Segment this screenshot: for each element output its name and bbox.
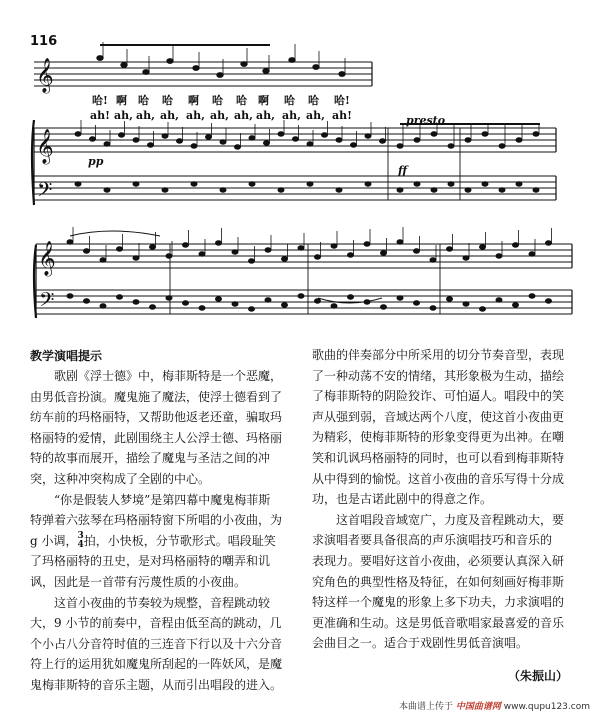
lyric-syllable-latin: ah! [332,109,352,122]
note-head [397,188,403,192]
text-line: 了梅菲斯特的阴险狡诈、可怕逼人。唱段中的笑 [312,389,565,404]
note-head [278,132,284,136]
paragraph-accompaniment [312,345,570,510]
note-head [380,139,386,143]
note-head [289,58,295,63]
text-line: 功，也是古诺此剧中的得意之作。 [312,492,493,507]
note-head [336,138,342,142]
lyric-syllable: 啊 [116,94,127,107]
note-head [414,249,420,253]
note-head [150,305,156,309]
note-head [482,132,488,136]
author-signature: （朱振山） [507,669,568,683]
text-line: 了一种动荡不安的情绪，其形象极为生动，描绘 [312,368,565,383]
note-head [298,294,304,298]
text-line: 讽，因此是一首带有污蔑性质的小夜曲。 [30,574,247,589]
note-head [282,257,288,261]
time-signature: 3 4 [77,531,84,551]
note-head [263,69,269,74]
note-head [166,254,172,258]
note-head [315,255,321,259]
vocal-syllables-chinese [92,93,350,107]
note-head [217,73,223,78]
note-head [282,303,288,307]
note-head [278,188,284,192]
lyric-syllable: 啊 [258,94,269,107]
svg-text:𝄞: 𝄞 [36,58,54,93]
note-head [84,249,90,253]
note-head [414,138,420,142]
staff-lines [34,62,572,314]
note-head [235,145,241,149]
note-head [249,182,255,186]
note-head [97,56,103,61]
note-head [104,188,110,192]
note-head [533,132,539,136]
note-head [84,299,90,303]
text-line: 笑和讥讽玛格丽特的同时，也可以看到梅菲斯特 [312,450,565,465]
text-line: 特的故事而展开，描绘了魔鬼与圣洁之间的冲 [30,451,271,466]
note-head [100,258,106,262]
lyric-syllable-latin: ah, [136,109,155,122]
note-head [75,182,81,186]
note-head [307,182,313,186]
note-head [232,250,238,254]
note-head [351,143,357,147]
note-head [463,302,469,306]
note-head [480,307,486,311]
note-head [249,136,255,140]
note-head [381,251,387,255]
dynamic-pp: pp [88,155,104,168]
text-line: 表现力。要唱好这首小夜曲，必须要认真深入研 [312,553,565,568]
note-head [199,252,205,256]
text-line: 歌剧《浮士德》中，梅菲斯特是一个恶魔， [54,369,283,383]
note-head [67,240,73,244]
note-head [513,243,519,247]
tempo-marking: presto [406,114,446,127]
note-head [414,301,420,305]
svg-text:𝄢: 𝄢 [39,288,55,316]
article-right-column [312,345,570,654]
treble-clefs [36,58,56,277]
text-line: 声从强到弱，音域达两个八度，使这首小夜曲更 [312,409,565,424]
lyric-syllable-latin: ah! [90,109,110,122]
note-head [121,63,127,68]
paragraph-rhythm [30,593,298,696]
text-line: 这首小夜曲的节奏较为规整，音程跳动较 [54,595,271,610]
note-head [293,137,299,141]
note-head [241,62,247,67]
note-head [365,134,371,138]
note-head [431,188,437,192]
note-head [397,240,403,244]
note-head [191,182,197,186]
note-head [199,306,205,310]
note-head [220,188,226,192]
note-head [148,143,154,147]
note-head [465,188,471,192]
note-head [191,144,197,148]
note-head [480,245,486,249]
note-head [67,294,73,298]
note-head [529,252,535,256]
text-line: 为精彩，使梅菲斯特的形象变得更为出神。在嘲 [312,430,565,445]
note-head [265,298,271,302]
note-head [133,138,139,142]
note-head [339,72,345,77]
note-head [249,307,255,311]
svg-text:𝄞: 𝄞 [36,129,54,164]
note-head [183,243,189,247]
note-head [448,144,454,148]
text-line: 特这样一个魔鬼的形象上多下功夫，力求演唱的 [312,595,565,610]
note-head [430,306,436,310]
note-head [516,138,522,142]
text-line: 了玛格丽特的丑史，是对玛格丽特的嘲弄和讥 [30,554,271,569]
note-head [448,182,454,186]
note-head [447,247,453,251]
note-head [365,182,371,186]
note-head [496,298,502,302]
note-head [100,304,106,308]
footer-watermark: 本曲谱上传于 中国曲谱网 www.qupu123.com [399,702,590,712]
lyric-syllable: 哈 [138,94,149,107]
note-head [117,247,123,251]
note-head [166,296,172,300]
beam [100,44,270,46]
lyric-syllable: 哈 [236,94,247,107]
music-score [0,0,600,345]
lyric-syllable: 啊 [188,94,199,107]
lyric-syllable: 哈 [162,94,173,107]
note-head [322,133,328,137]
note-head [167,59,173,64]
note-head [162,134,168,138]
lyric-syllable: 哈 [212,94,223,107]
note-head [348,295,354,299]
text-line: 更准确和生动。这是男低音歌唱家最喜爱的音乐 [312,615,565,630]
note-head [496,254,502,258]
note-head [75,132,81,136]
note-head [313,65,319,70]
paragraph-performance [312,510,570,654]
note-head [307,142,313,146]
text-line: 纺车前的玛格丽特，又帮助他返老还童，骗取玛 [30,410,283,425]
note-head [482,182,488,186]
lyric-syllable-latin: ah, [160,109,179,122]
site-logo: 中国曲谱网 [455,702,501,712]
note-head [193,66,199,71]
note-head [336,188,342,192]
note-head [430,258,436,262]
lyric-syllable-latin: ah, [282,109,301,122]
slur [70,231,160,236]
note-head [315,299,321,303]
dynamic-ff: ff [398,164,408,177]
note-head [513,303,519,307]
text-line: 由男低音扮演。魔鬼施了魔法，使浮士德看到了 [30,389,283,404]
text-line: 究角色的典型性格及特征，在如何刻画好梅菲斯 [312,574,565,589]
note-head [414,182,420,186]
note-head [264,141,270,145]
note-head [216,241,222,245]
note-head [90,137,96,141]
paragraph-serenade: “你是假装人梦境”是第四幕中魔鬼梅菲斯 特弹着六弦琴在玛格丽特窗下所唱的小夜曲，为 g 小调， 3 4 拍，小快板，分节歌形式。唱段耻笑 了玛格丽特的丑史，是对玛格丽特的嘲弄和讥 讽，因此是一首带有污蔑性质的小夜曲。 [30,492,283,589]
note-head [133,182,139,186]
text-line: 个小占八分音符时值的三连音下行以及十六分音 [30,636,283,651]
lyric-syllable-latin: ah, [114,109,133,122]
note-head [499,144,505,148]
note-head [546,299,552,303]
text-line: 大，9 小节的前奏中，音程由低至高的跳动，几 [30,616,282,631]
text-line: 求演唱者要具备很高的声乐演唱技巧和音乐的 [312,533,553,548]
svg-text:𝄞: 𝄞 [38,241,56,276]
text-line: 鬼梅菲斯特的音乐主题，从而引出唱段的进入。 [30,677,283,692]
page-number: 116 [30,34,58,49]
lyric-syllable-latin: ah, [256,109,275,122]
note-head [546,241,552,245]
note-head [331,244,337,248]
lyric-syllable: 哈 [308,94,319,107]
lyric-syllable-latin: ah, [210,109,229,122]
note-head [265,248,271,252]
text-line: 符上行的运用犹如魔鬼所刮起的一阵妖风，是魔 [30,657,283,672]
lyric-syllable-latin: ah, [234,109,253,122]
paragraph-intro [30,366,298,490]
note-head [133,300,139,304]
article-left-column [30,366,298,696]
text-line: 从中得到的愉悦。这首小夜曲的音乐写得十分成 [312,471,565,486]
lyric-syllable-latin: ah, [306,109,325,122]
note-head [183,301,189,305]
lyric-syllable-latin: ah, [186,109,205,122]
note-head [119,133,125,137]
note-head [331,304,337,308]
note-head [162,188,168,192]
note-head [529,294,535,298]
note-head [177,139,183,143]
note-head [206,135,212,139]
note-head [216,297,222,301]
text-line: 突，这种冲突构成了全剧的中心。 [30,471,211,486]
lyric-syllable: 哈 [284,94,295,107]
note-head [150,245,156,249]
text-line: 歌曲的伴奏部分中所采用的切分节奏音型，表现 [312,348,565,362]
note-head [381,305,387,309]
note-head [298,246,304,250]
text-line: 会曲目之一。适合于戏剧性男低音演唱。 [312,636,529,651]
vocal-syllables-latin [90,109,352,122]
note-head [133,256,139,260]
note-head [533,188,539,192]
text-line: 这首唱段音域宽广，力度及音程跳动大，要 [336,512,565,527]
score-notes [67,42,552,311]
note-head [143,70,149,75]
note-head [516,182,522,186]
note-head [499,188,505,192]
note-head [364,242,370,246]
note-head [465,138,471,142]
note-head [104,142,110,146]
note-head [220,140,226,144]
text-line: 格丽特的爱情，此剧围绕主人公浮士德、玛格丽 [30,430,283,445]
lyric-syllable: 哈! [92,94,108,107]
note-head [431,132,437,136]
svg-text:𝄢: 𝄢 [37,178,53,206]
note-head [232,302,238,306]
note-head [249,259,255,263]
article-heading: 教学演唱提示 [30,349,103,363]
note-head [463,256,469,260]
note-head [397,296,403,300]
note-head [397,144,403,148]
note-head [348,253,354,257]
note-head [447,297,453,301]
lyric-syllable: 哈! [334,94,350,107]
note-head [117,295,123,299]
